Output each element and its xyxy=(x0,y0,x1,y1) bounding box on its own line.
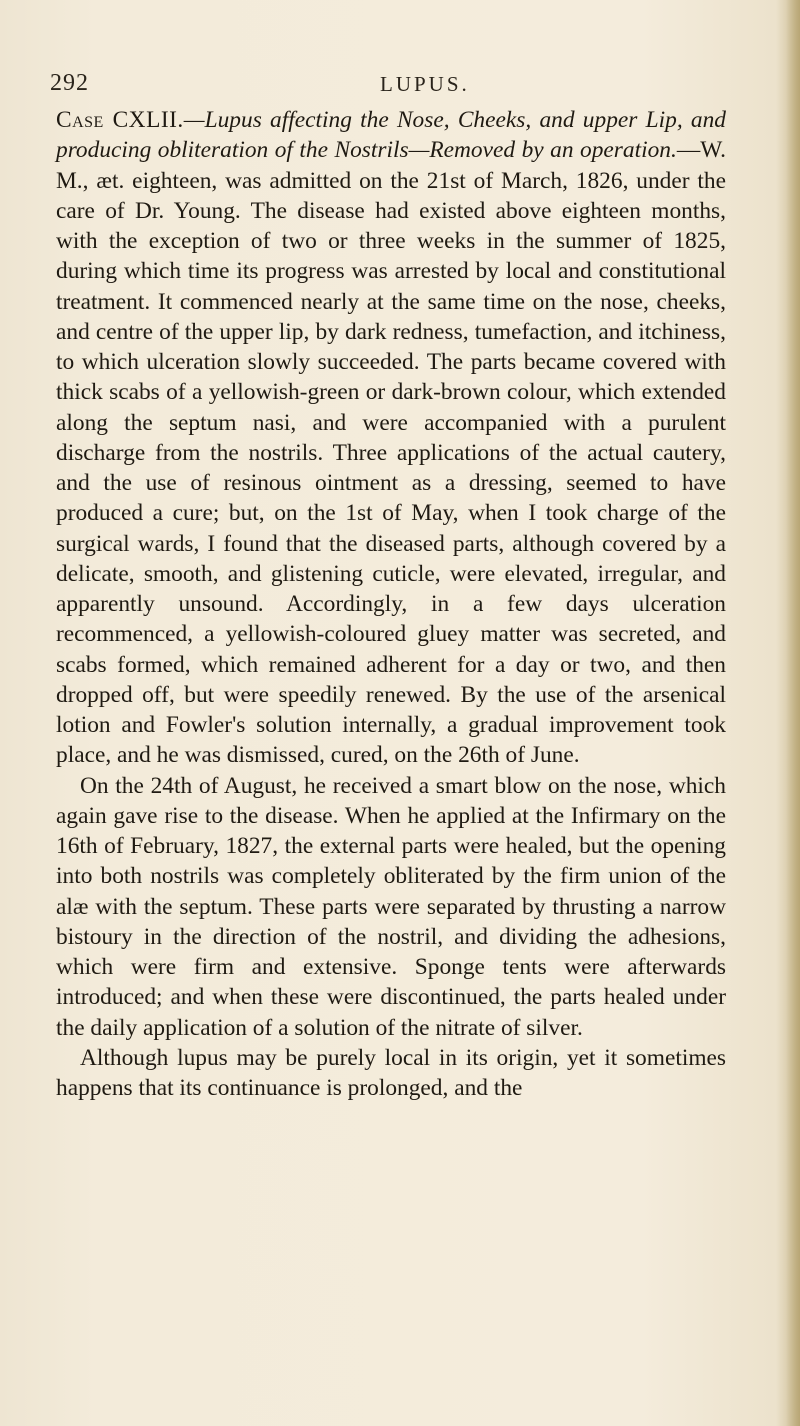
body-text xyxy=(56,105,726,1103)
case-label: Case CXLII. xyxy=(56,107,184,133)
case-title: —Lupus affecting the Nose, Cheeks, and upper Lip, and producing obliteration of the Nostrils—Removed by an operation. xyxy=(56,107,727,164)
paragraph-second-visit: On the 24th of August, he received a smart blow on the nose, which again gave rise to the disease. When he applied at the Infirmary on the 16th of February, 1827, the external parts were healed, but the opening into both nostrils was completely obliterated by the firm union of the alæ with the septum. These parts were separated by thrusting a narrow bistoury in the direction of the nostril, and dividing the adhesions, which were firm and extensive. Sponge tents were afterwards introduced; and when these were discontinued, the parts healed under the daily application of a solution of the nitrate of silver. xyxy=(56,772,726,1041)
case-body: —W. M., æt. eighteen, was admitted on the 21st of March, 1826, under the care of Dr. Young. The disease had existed above eighteen months, with the exception of two or three weeks in the summer of 1825, during which time its progress was arrested by local and constitutional treatment. It commenced nearly at the same time on the nose, cheeks, and centre of the upper lip, by dark redness, tumefaction, and itchiness, to which ulceration slowly succeeded. The parts became covered with thick scabs of a yellowish-green or dark-brown colour, which extended along the septum nasi, and were accompanied with a purulent discharge from the nostrils. Three applications of the actual cautery, and the use of resinous ointment as a dressing, seemed to have produced a cure; but, on the 1st of May, when I took charge of the surgical wards, I found that the diseased parts, although covered by a delicate, smooth, and glistening cuticle, were elevated, irregular, and apparently unsound. Accordingly, in a few days ulceration recommenced, a yellowish-coloured gluey matter was secreted, and scabs formed, which remained adherent for a day or two, and then dropped off, but were speedily renewed. By the use of the arsenical lotion and Fowler's solution internally, a gradual improvement took place, and he was dismissed, cured, on the 26th of June. xyxy=(56,137,726,769)
paragraph-lupus-remarks: Although lupus may be purely local in its origin, yet it sometimes happens that its continuance is prolonged, and the xyxy=(56,1044,726,1101)
running-head xyxy=(50,70,750,100)
page-edge-shadow xyxy=(786,0,800,1426)
running-title: LUPUS. xyxy=(380,72,470,96)
page-number: 292 xyxy=(50,70,89,96)
case-paragraph xyxy=(56,105,726,771)
